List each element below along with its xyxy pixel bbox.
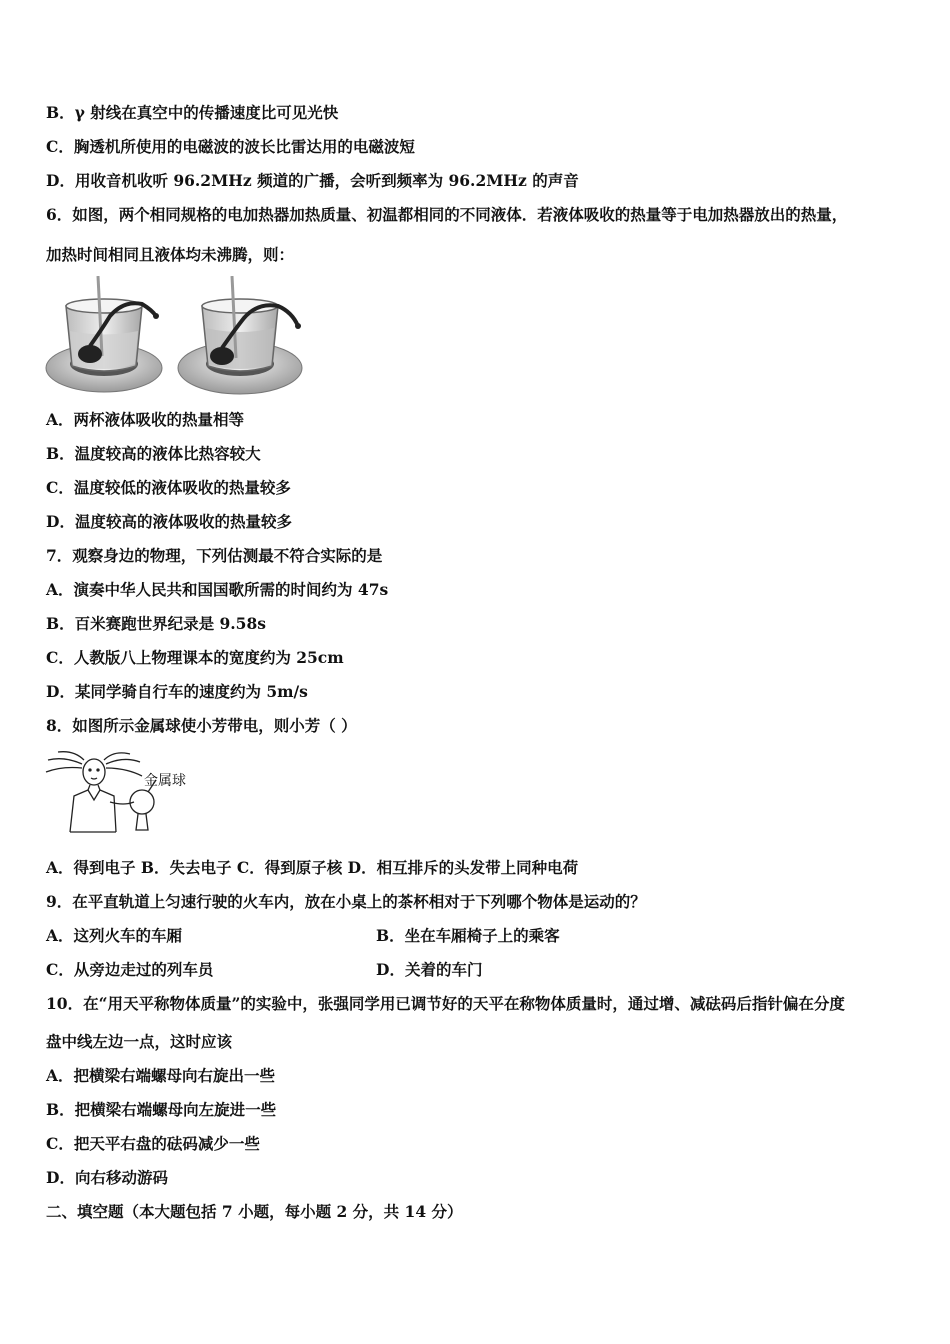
q6-option-b: B．温度较高的液体比热容较大: [46, 444, 261, 463]
q6-heaters-figure: [44, 276, 306, 398]
q7-option-c: C．人教版八上物理课本的宽度约为 25cm: [46, 648, 344, 667]
q6-option-c: C．温度较低的液体吸收的热量较多: [46, 478, 291, 497]
q9-option-b: B．坐在车厢椅子上的乘客: [376, 926, 560, 945]
section2-title: 二、填空题（本大题包括 7 小题，每小题 2 分，共 14 分）: [46, 1202, 463, 1221]
q8-options: A．得到电子 B．失去电子 C．得到原子核 D．相互排斥的头发带上同种电荷: [46, 858, 579, 877]
q6-stem-line2: 加热时间相同且液体均未沸腾，则：: [46, 245, 295, 264]
left-beaker: [46, 276, 162, 392]
q10-stem-line2: 盘中线左边一点，这时应该: [46, 1032, 233, 1051]
q10-option-a: A．把横梁右端螺母向右旋出一些: [46, 1066, 276, 1085]
q10-option-c: C．把天平右盘的砝码减少一些: [46, 1134, 260, 1153]
q7-stem: 7．观察身边的物理，下列估测最不符合实际的是: [46, 546, 383, 565]
q10-stem-line1: 10．在“用天平称物体质量”的实验中，张强同学用已调节好的天平在称物体质量时，通过增、减砝码后指针偏在分度: [46, 994, 845, 1013]
q5-option-d: D．用收音机收听 96.2MHz 频道的广播，会听到频率为 96.2MHz 的声音: [46, 171, 579, 190]
q7-option-b: B．百米赛跑世界纪录是 9.58s: [46, 614, 266, 633]
metal-ball-label: 金属球: [144, 773, 186, 789]
q10-option-b: B．把横梁右端螺母向左旋进一些: [46, 1100, 277, 1119]
q9-option-d: D．关着的车门: [376, 960, 483, 979]
q7-option-d: D．某同学骑自行车的速度约为 5m/s: [46, 682, 308, 701]
q5-option-c: C．胸透机所使用的电磁波的波长比雷达用的电磁波短: [46, 137, 415, 156]
q6-stem-line1: 6．如图，两个相同规格的电加热器加热质量、初温都相同的不同液体．若液体吸收的热量等于电加热器放出的热量，: [46, 205, 848, 224]
q8-stem: 8．如图所示金属球使小芳带电，则小芳（ ）: [46, 716, 357, 735]
girl-metal-ball-drawing: [44, 750, 204, 836]
q8-figure: [44, 750, 204, 836]
q9-option-a: A．这列火车的车厢: [46, 926, 183, 945]
q5-option-b: B．γ 射线在真空中的传播速度比可见光快: [46, 103, 339, 122]
q9-stem: 9．在平直轨道上匀速行驶的火车内，放在小桌上的茶杯相对于下列哪个物体是运动的？: [46, 892, 646, 911]
right-beaker: [178, 276, 302, 394]
q9-option-c: C．从旁边走过的列车员: [46, 960, 214, 979]
q6-option-d: D．温度较高的液体吸收的热量较多: [46, 512, 292, 531]
q6-option-a: A．两杯液体吸收的热量相等: [46, 410, 245, 429]
q7-option-a: A．演奏中华人民共和国国歌所需的时间约为 47s: [46, 580, 389, 599]
q10-option-d: D．向右移动游码: [46, 1168, 168, 1187]
